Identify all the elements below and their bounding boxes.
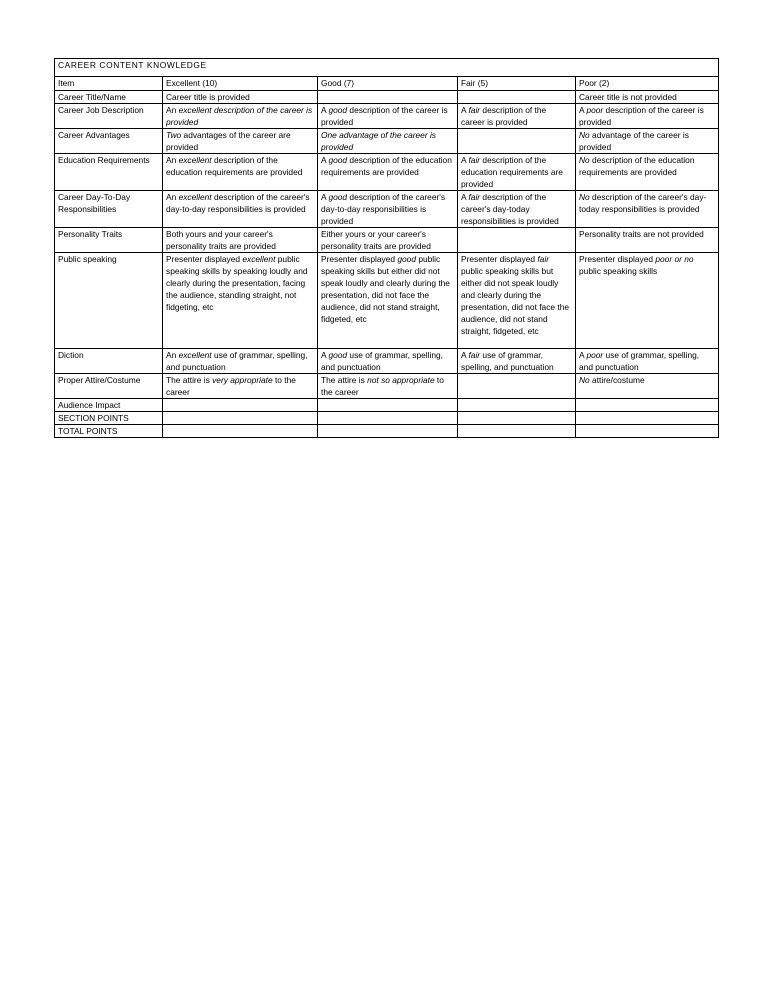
- header-poor: Poor (2): [576, 77, 719, 91]
- cell-good: [318, 191, 458, 228]
- cell-text: No: [579, 192, 590, 202]
- cell-text: good: [328, 192, 348, 202]
- cell-poor: [576, 253, 719, 349]
- cell-text: poor or no: [655, 254, 694, 264]
- cell-text: attire/costume: [589, 375, 645, 385]
- cell-fair: [458, 104, 576, 129]
- rubric-title: CAREER CONTENT KNOWLEDGE: [55, 59, 719, 77]
- cell-text: description of the career's day-to-day responsibilities is provided: [166, 192, 310, 214]
- table-row: [55, 191, 719, 228]
- cell-text: description of the career's day-today responsibilities is provided: [461, 192, 559, 226]
- cell-text: description of the career is provided: [461, 105, 547, 127]
- cell-poor: [576, 374, 719, 399]
- cell-text: Two: [166, 130, 182, 140]
- cell-text: No: [579, 130, 590, 140]
- table-row: [55, 349, 719, 374]
- cell-text: No: [579, 155, 590, 165]
- cell-excellent: [163, 412, 318, 425]
- cell-text: Presenter displayed: [461, 254, 538, 264]
- cell-excellent: [163, 374, 318, 399]
- title-row: [55, 59, 719, 77]
- cell-text: excellent: [178, 155, 212, 165]
- table-row: [55, 412, 719, 425]
- cell-text: advantage of the career is provided: [579, 130, 689, 152]
- cell-text: poor: [586, 350, 604, 360]
- cell-text: use of grammar, spelling, and punctuation: [321, 350, 443, 372]
- cell-fair: [458, 129, 576, 154]
- cell-good: [318, 129, 458, 154]
- cell-text: One advantage of the career is provided: [321, 130, 436, 152]
- cell-text: use of grammar, spelling, and punctuation: [461, 350, 554, 372]
- cell-text: Presenter displayed: [166, 254, 243, 264]
- cell-text: public speaking skills but either did not speak loudly and clearly during the presentation, did not face the audience, did not stand straight, fidgeted, etc: [461, 266, 570, 336]
- cell-text: not so appropriate: [367, 375, 435, 385]
- cell-text: public speaking skills but either did not speak loudly and clearly during the presentation, did not face the audience, did not stand straight, fidgeted, etc: [321, 254, 450, 324]
- cell-fair: [458, 412, 576, 425]
- cell-text: The attire is: [321, 375, 368, 385]
- cell-poor: [576, 349, 719, 374]
- cell-text: description of the career is provided: [579, 105, 704, 127]
- cell-good: [318, 253, 458, 349]
- row-item-label: TOTAL POINTS: [55, 425, 163, 438]
- row-item-label: Public speaking: [55, 253, 163, 349]
- cell-text: fair: [537, 254, 549, 264]
- cell-text: good: [328, 155, 348, 165]
- cell-excellent: [163, 191, 318, 228]
- cell-good: [318, 154, 458, 191]
- cell-poor: [576, 412, 719, 425]
- header-fair: Fair (5): [458, 77, 576, 91]
- cell-poor: [576, 425, 719, 438]
- cell-fair: [458, 349, 576, 374]
- row-item-label: Diction: [55, 349, 163, 374]
- cell-text: Presenter displayed: [579, 254, 656, 264]
- cell-text: description of the education requirements are provided: [461, 155, 563, 189]
- cell-fair: [458, 191, 576, 228]
- cell-text: advantages of the career are provided: [166, 130, 291, 152]
- cell-text: description of the career's day-to-day responsibilities is provided: [321, 192, 446, 226]
- cell-poor: [576, 91, 719, 104]
- row-item-label: Proper Attire/Costume: [55, 374, 163, 399]
- cell-text: Career title is provided: [166, 92, 250, 102]
- cell-text: A: [461, 192, 469, 202]
- row-item-label: Personality Traits: [55, 228, 163, 253]
- cell-text: A: [321, 105, 329, 115]
- cell-text: use of grammar, spelling, and punctuation: [166, 350, 308, 372]
- cell-text: A: [461, 350, 469, 360]
- cell-text: excellent: [178, 350, 212, 360]
- cell-text: fair: [468, 192, 481, 202]
- cell-text: fair: [468, 350, 481, 360]
- cell-text: description of the education requirements are provided: [166, 155, 303, 177]
- cell-fair: [458, 374, 576, 399]
- cell-fair: [458, 425, 576, 438]
- cell-text: No: [579, 375, 590, 385]
- cell-text: Personality traits are not provided: [579, 229, 704, 239]
- table-row: [55, 228, 719, 253]
- cell-text: description of the education requirements are provided: [321, 155, 452, 177]
- cell-poor: [576, 191, 719, 228]
- cell-text: good: [397, 254, 416, 264]
- cell-good: [318, 349, 458, 374]
- cell-poor: [576, 154, 719, 191]
- cell-excellent: [163, 425, 318, 438]
- cell-excellent: [163, 91, 318, 104]
- cell-text: An: [166, 192, 179, 202]
- cell-text: A: [321, 155, 329, 165]
- cell-text: excellent: [178, 192, 212, 202]
- row-item-label: Career Day-To-Day Responsibilities: [55, 191, 163, 228]
- cell-text: A: [461, 155, 469, 165]
- table-row: [55, 374, 719, 399]
- cell-text: to the career: [321, 375, 444, 397]
- cell-text: A: [579, 105, 587, 115]
- cell-poor: [576, 104, 719, 129]
- cell-fair: [458, 228, 576, 253]
- cell-text: Presenter displayed: [321, 254, 398, 264]
- header-excellent: Excellent (10): [163, 77, 318, 91]
- cell-text: A: [321, 192, 329, 202]
- cell-text: description of the career is provided: [321, 105, 448, 127]
- cell-text: A: [321, 350, 329, 360]
- cell-text: to the career: [166, 375, 296, 397]
- cell-poor: [576, 228, 719, 253]
- row-item-label: Career Job Description: [55, 104, 163, 129]
- cell-good: [318, 374, 458, 399]
- table-row: [55, 399, 719, 412]
- cell-text: fair: [468, 105, 481, 115]
- table-row: [55, 253, 719, 349]
- cell-fair: [458, 253, 576, 349]
- row-item-label: Education Requirements: [55, 154, 163, 191]
- row-item-label: Audience Impact: [55, 399, 163, 412]
- header-item: Item: [55, 77, 163, 91]
- cell-text: description of the career is provided: [166, 105, 313, 127]
- table-row: [55, 154, 719, 191]
- cell-poor: [576, 399, 719, 412]
- cell-excellent: [163, 228, 318, 253]
- cell-excellent: [163, 399, 318, 412]
- rubric-body: [55, 91, 719, 438]
- cell-good: [318, 104, 458, 129]
- cell-text: very appropriate: [212, 375, 273, 385]
- table-row: [55, 425, 719, 438]
- cell-excellent: [163, 349, 318, 374]
- header-row: [55, 77, 719, 91]
- cell-text: An: [166, 105, 179, 115]
- cell-text: use of grammar, spelling, and punctuation: [579, 350, 700, 372]
- cell-text: Either yours or your career's personality traits are provided: [321, 229, 431, 251]
- cell-excellent: [163, 104, 318, 129]
- cell-text: description of the education requirements are provided: [579, 155, 695, 177]
- cell-text: good: [328, 350, 348, 360]
- cell-text: An: [166, 350, 179, 360]
- cell-text: fair: [468, 155, 481, 165]
- cell-text: The attire is: [166, 375, 213, 385]
- header-good: Good (7): [318, 77, 458, 91]
- cell-poor: [576, 129, 719, 154]
- cell-text: Career title is not provided: [579, 92, 677, 102]
- table-row: [55, 104, 719, 129]
- cell-good: [318, 91, 458, 104]
- cell-excellent: [163, 154, 318, 191]
- row-item-label: Career Title/Name: [55, 91, 163, 104]
- cell-text: public speaking skills by speaking loudly and clearly during the presentation, facing the audience, standing straight, not fidgeting, etc: [166, 254, 308, 312]
- cell-text: description of the career's day-today responsibilities is provided: [579, 192, 707, 214]
- cell-good: [318, 425, 458, 438]
- cell-excellent: [163, 253, 318, 349]
- cell-text: A: [579, 350, 587, 360]
- cell-text: public speaking skills: [579, 266, 658, 276]
- cell-text: excellent: [178, 105, 212, 115]
- rubric-table: [54, 58, 719, 438]
- cell-good: [318, 412, 458, 425]
- cell-good: [318, 399, 458, 412]
- cell-good: [318, 228, 458, 253]
- row-item-label: SECTION POINTS: [55, 412, 163, 425]
- row-item-label: Career Advantages: [55, 129, 163, 154]
- cell-text: excellent: [242, 254, 276, 264]
- table-row: [55, 91, 719, 104]
- cell-text: A: [461, 105, 469, 115]
- cell-fair: [458, 91, 576, 104]
- cell-text: Both yours and your career's personality traits are provided: [166, 229, 276, 251]
- cell-excellent: [163, 129, 318, 154]
- table-row: [55, 129, 719, 154]
- cell-fair: [458, 154, 576, 191]
- cell-fair: [458, 399, 576, 412]
- cell-text: good: [328, 105, 348, 115]
- cell-text: poor: [586, 105, 604, 115]
- cell-text: An: [166, 155, 179, 165]
